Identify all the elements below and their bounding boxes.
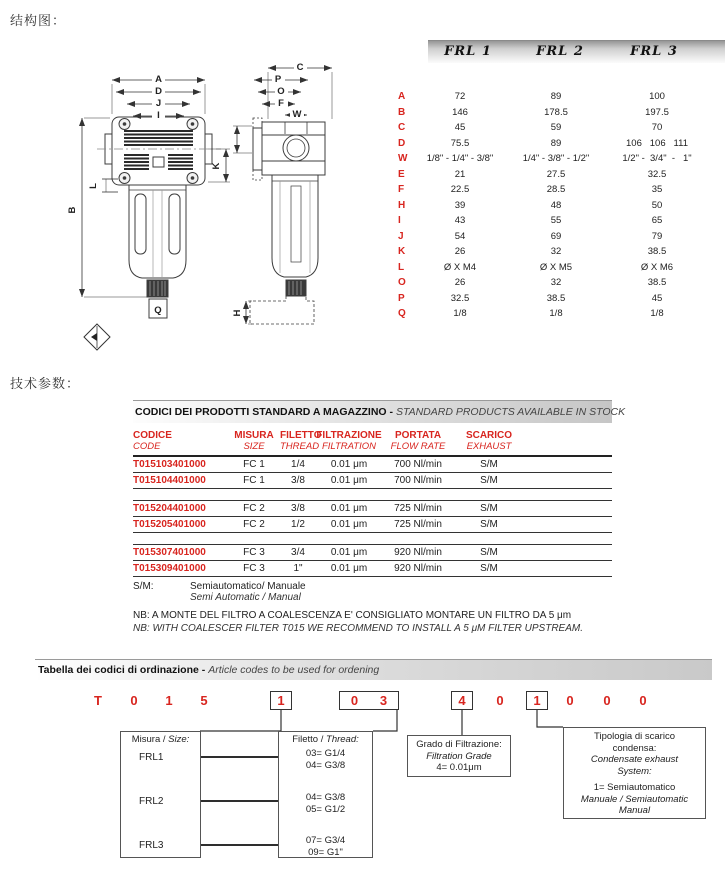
dim-value: 50: [651, 199, 663, 211]
dim-value: 59: [550, 122, 562, 134]
dim-value: 26: [454, 246, 466, 258]
thread-option: 05= G1/2: [305, 803, 346, 815]
dim-value: 100: [649, 91, 665, 103]
dim-value: 48: [550, 199, 562, 211]
side-dim-labels: [232, 61, 307, 316]
table-row: [395, 136, 725, 152]
code-char: 0: [639, 693, 647, 708]
dim-label-d: D: [155, 86, 162, 97]
cell-filtration: 0.01 μm: [330, 563, 368, 574]
cell-size: FC 3: [243, 547, 265, 558]
col-header: [382, 430, 454, 452]
dim-value: 28.5: [546, 184, 566, 196]
codes-title-it: CODICI DEI PRODOTTI STANDARD A MAGAZZINO: [135, 406, 387, 418]
dim-label-w: W: [292, 109, 302, 120]
dim-value: Ø X M4: [443, 261, 477, 273]
code-char: 0: [566, 693, 574, 708]
dim-label-f: F: [278, 98, 284, 109]
dim-value: 1/8: [650, 308, 664, 320]
technical-drawing: [55, 40, 400, 365]
codes-table-title: [133, 400, 626, 423]
cell-flow: 725 Nl/min: [394, 519, 442, 530]
size-digit-box: [270, 691, 292, 710]
dim-value: 27.5: [546, 168, 566, 180]
code-char: 0: [603, 693, 611, 708]
cell-size: FC 2: [243, 503, 265, 514]
front-view: [97, 117, 221, 318]
exhaust-line: 1= Semiautomatico: [593, 782, 676, 793]
dim-row-label: W: [398, 153, 408, 165]
dim-value: 75.5: [450, 137, 470, 149]
code-char: 0: [130, 693, 138, 708]
cell-thread: 3/4: [291, 547, 305, 558]
table-row: [395, 120, 725, 136]
exhaust-digit-box: [526, 691, 548, 710]
table-row: [133, 545, 612, 561]
sm-note-it: Semiautomatico/ Manuale: [190, 581, 306, 592]
dim-row-label: D: [398, 137, 406, 149]
dim-row-label: A: [398, 91, 406, 103]
dim-value: 1/8" - 1/4" - 3/8": [426, 153, 494, 165]
list-item: FRL2: [139, 796, 164, 807]
table-row: [395, 260, 725, 276]
exhaust-line: condensa:: [612, 742, 657, 754]
dim-value: 21: [454, 168, 466, 180]
dim-row-label: P: [398, 292, 405, 304]
code-char: 5: [200, 693, 208, 708]
table-row: [133, 473, 612, 489]
table-row: [395, 167, 725, 183]
dim-value: 38.5: [647, 277, 667, 289]
col-header-en: FILTRATION: [321, 441, 376, 452]
cell-thread: 1": [293, 563, 303, 574]
product-codes-table: [133, 400, 626, 577]
col-header: [316, 430, 382, 452]
dim-row-label: Q: [398, 308, 406, 320]
product-code: T015307401000: [133, 547, 206, 558]
table-row: [395, 89, 725, 105]
table-row: [133, 457, 612, 473]
thread-option: 07= G3/4: [305, 835, 346, 846]
nb-note-en: NB: WITH COALESCER FILTER T015 WE RECOMMEND TO INSTALL A 5 μM FILTER UPSTREAM.: [133, 622, 583, 634]
code-char: T: [94, 693, 102, 708]
dim-value: 38.5: [647, 246, 667, 258]
col-header-it: FILETTO: [280, 430, 322, 441]
cell-exhaust: S/M: [480, 459, 498, 470]
group-divider: [133, 533, 612, 545]
thread-pair: [279, 792, 372, 815]
dim-value: 1/8: [453, 308, 467, 320]
table-row: [133, 501, 612, 517]
ordering-title-it: Tabella dei codici di ordinazione: [38, 664, 199, 676]
cell-flow: 725 Nl/min: [394, 503, 442, 514]
nb-note: [133, 610, 583, 635]
thread-option: 04= G3/8: [305, 792, 346, 803]
code-char: 0: [496, 693, 504, 708]
exhaust-line: Condensate exhaust: [590, 754, 679, 765]
filter-symbol-icon: [84, 324, 110, 350]
exhaust-type-box: [563, 727, 706, 819]
col-header-it: CODICE: [133, 430, 172, 441]
cell-filtration: 0.01 μm: [330, 547, 368, 558]
code-char: 1: [533, 693, 541, 708]
dim-label-o: O: [277, 86, 285, 97]
dim-table-header-band: [428, 40, 725, 63]
codes-table-head: [133, 430, 612, 457]
filtration-line: Filtration Grade: [426, 750, 492, 762]
product-code: T015103401000: [133, 459, 206, 470]
col-header-it: PORTATA: [394, 430, 442, 441]
dim-label-a: A: [155, 74, 162, 85]
dim-value: 89: [550, 137, 562, 149]
ordering-title-sep: -: [198, 664, 209, 676]
dim-label-k: K: [211, 162, 222, 170]
dim-value: 54: [454, 230, 466, 242]
size-options-box: [120, 731, 201, 858]
dim-value: 1/8: [549, 308, 563, 320]
sm-note-en: Semi Automatic / Manual: [190, 592, 301, 603]
product-code: T015309401000: [133, 563, 206, 574]
code-char: 4: [458, 693, 466, 708]
table-row: [395, 229, 725, 245]
cell-thread: 3/8: [291, 475, 305, 486]
dim-value: 32.5: [450, 292, 470, 304]
filtration-line: Grado di Filtrazione:: [416, 739, 502, 750]
frl2-header: FRL 2: [536, 44, 584, 59]
col-header-en: SIZE: [243, 441, 265, 452]
frl3-header: FRL 3: [630, 44, 678, 59]
col-header-it: FILTRAZIONE: [316, 430, 382, 441]
thread-pair: [279, 835, 372, 858]
table-row: [395, 275, 725, 291]
dim-value: 72: [454, 91, 466, 103]
list-item: FRL1: [139, 752, 164, 763]
cell-flow: 920 Nl/min: [394, 563, 442, 574]
nb-note-it: NB: A MONTE DEL FILTRO A COALESCENZA E' CONSIGLIATO MONTARE UN FILTRO DA 5 μm: [133, 610, 572, 621]
dim-value: 70: [651, 122, 663, 134]
col-header-it: MISURA: [234, 430, 274, 441]
cell-exhaust: S/M: [480, 547, 498, 558]
cell-size: FC 3: [243, 563, 265, 574]
dim-row-label: E: [398, 168, 405, 180]
dim-label-b: B: [67, 206, 78, 214]
cell-thread: 3/8: [291, 503, 305, 514]
dim-label-h: H: [232, 309, 243, 317]
cell-exhaust: S/M: [480, 563, 498, 574]
sm-note: [133, 581, 306, 603]
dim-value: 79: [651, 230, 663, 242]
dim-value: 1/4" - 3/8" - 1/2": [522, 153, 590, 165]
col-header: [133, 430, 228, 452]
dim-label-j: J: [155, 98, 162, 109]
dim-value: 55: [550, 215, 562, 227]
cell-thread: 1/2: [291, 519, 305, 530]
dimension-table: [395, 89, 725, 322]
cell-flow: 700 Nl/min: [394, 475, 442, 486]
side-view: [250, 118, 325, 324]
col-header-en: EXHAUST: [466, 441, 512, 452]
dim-value: 35: [651, 184, 663, 196]
product-code: T015204401000: [133, 503, 206, 514]
table-row: [395, 244, 725, 260]
table-row: [395, 291, 725, 307]
ordering-title-en: Article codes to be used for ordening: [208, 664, 380, 676]
dim-label-p: P: [274, 74, 282, 85]
frl1-header: FRL 1: [444, 44, 492, 59]
col-header: [280, 430, 322, 452]
dim-row-label: L: [398, 261, 405, 273]
col-header-it: SCARICO: [465, 430, 513, 441]
dim-label-q: Q: [154, 305, 162, 316]
dim-value: 69: [550, 230, 562, 242]
dim-value: Ø X M5: [539, 261, 573, 273]
table-row: [395, 306, 725, 322]
col-header-en: FLOW RATE: [390, 441, 446, 452]
dim-value: Ø X M6: [640, 261, 674, 273]
cell-filtration: 0.01 μm: [330, 459, 368, 470]
exhaust-line: Tipologia di scarico: [594, 731, 675, 742]
size-title-en: Size:: [168, 734, 190, 745]
size-title-it: Misura /: [131, 734, 166, 745]
dim-value: 146: [452, 106, 468, 118]
filtration-line: 4= 0.01μm: [436, 762, 482, 773]
thread-title-en: Thread:: [326, 734, 359, 745]
table-row: [133, 561, 612, 577]
dim-value: 39: [454, 199, 466, 211]
col-header: [228, 430, 280, 452]
table-row: [133, 517, 612, 533]
cell-filtration: 0.01 μm: [330, 475, 368, 486]
dim-value: 65: [651, 215, 663, 227]
cell-exhaust: S/M: [480, 503, 498, 514]
cell-size: FC 1: [243, 475, 265, 486]
dim-label-l: L: [88, 183, 99, 189]
table-row: [395, 182, 725, 198]
dim-value: 26: [454, 277, 466, 289]
dim-value: 45: [651, 292, 663, 304]
size-box-title: [121, 732, 200, 745]
dim-value: 38.5: [546, 292, 566, 304]
dim-row-label: H: [398, 199, 406, 211]
cell-exhaust: S/M: [480, 475, 498, 486]
dim-value: 43: [454, 215, 466, 227]
thread-pair: [279, 748, 372, 771]
product-code: T015104401000: [133, 475, 206, 486]
dim-row-label: K: [398, 246, 406, 258]
cell-flow: 920 Nl/min: [394, 547, 442, 558]
dim-value: 89: [550, 91, 562, 103]
dim-row-label: C: [398, 122, 406, 134]
product-code: T015205401000: [133, 519, 206, 530]
dim-row-label: J: [398, 230, 404, 242]
col-header-en: CODE: [133, 441, 161, 452]
table-row: [395, 105, 725, 121]
dim-value: 32: [550, 246, 562, 258]
sm-note-key: S/M:: [133, 581, 154, 592]
cell-flow: 700 Nl/min: [394, 459, 442, 470]
dim-row-label: F: [398, 184, 405, 196]
table-row: [395, 198, 725, 214]
filtration-grade-box: [407, 735, 511, 777]
cell-filtration: 0.01 μm: [330, 519, 368, 530]
dim-value: 178.5: [544, 106, 568, 118]
codes-title-sep: -: [386, 406, 396, 418]
front-dim-labels: [67, 73, 222, 316]
cell-filtration: 0.01 μm: [330, 503, 368, 514]
dim-value: 22.5: [450, 184, 470, 196]
dim-value: 32.5: [647, 168, 667, 180]
thread-box-title: [279, 732, 372, 745]
section-label-specs: 技术参数：: [10, 376, 81, 391]
table-row: [395, 151, 725, 167]
exhaust-line: Manuale / Semiautomatic: [580, 793, 689, 805]
cell-size: FC 1: [243, 459, 265, 470]
thread-title-it: Filetto /: [292, 734, 324, 745]
dim-value: 197.5: [645, 106, 669, 118]
thread-options-box: [278, 731, 373, 858]
code-char: 1: [277, 693, 285, 708]
ordering-table-title: [35, 659, 712, 680]
exhaust-line: System:: [617, 765, 652, 777]
col-header-en: THREAD: [280, 441, 320, 452]
code-char: 3: [379, 693, 388, 708]
dim-row-label: O: [398, 277, 406, 289]
group-divider: [133, 489, 612, 501]
thread-option: 04= G3/8: [305, 759, 346, 771]
table-row: [395, 213, 725, 229]
list-item: FRL3: [139, 840, 164, 851]
col-header: [454, 430, 524, 452]
thread-option: 03= G1/4: [305, 748, 346, 759]
cell-size: FC 2: [243, 519, 265, 530]
dim-label-c: C: [296, 62, 304, 73]
dim-label-i: I: [157, 110, 160, 121]
code-char: 0: [350, 693, 359, 708]
thread-option: 09= G1": [308, 846, 343, 858]
dim-row-label: B: [398, 106, 406, 118]
codes-title-en: STANDARD PRODUCTS AVAILABLE IN STOCK: [395, 406, 626, 418]
dim-value: 32: [550, 277, 562, 289]
code-char: 1: [165, 693, 173, 708]
dim-value: 106 106 111: [626, 137, 688, 149]
dim-value: 45: [454, 122, 466, 134]
cell-thread: 1/4: [291, 459, 305, 470]
dim-row-label: I: [398, 215, 401, 227]
thread-digits-box: [339, 691, 399, 710]
section-label-structure: 结构图：: [10, 13, 67, 28]
exhaust-line: Manual: [618, 805, 651, 816]
filtration-digit-box: [451, 691, 473, 710]
dim-value: 1/2" - 3/4" - 1": [622, 153, 692, 165]
cell-exhaust: S/M: [480, 519, 498, 530]
